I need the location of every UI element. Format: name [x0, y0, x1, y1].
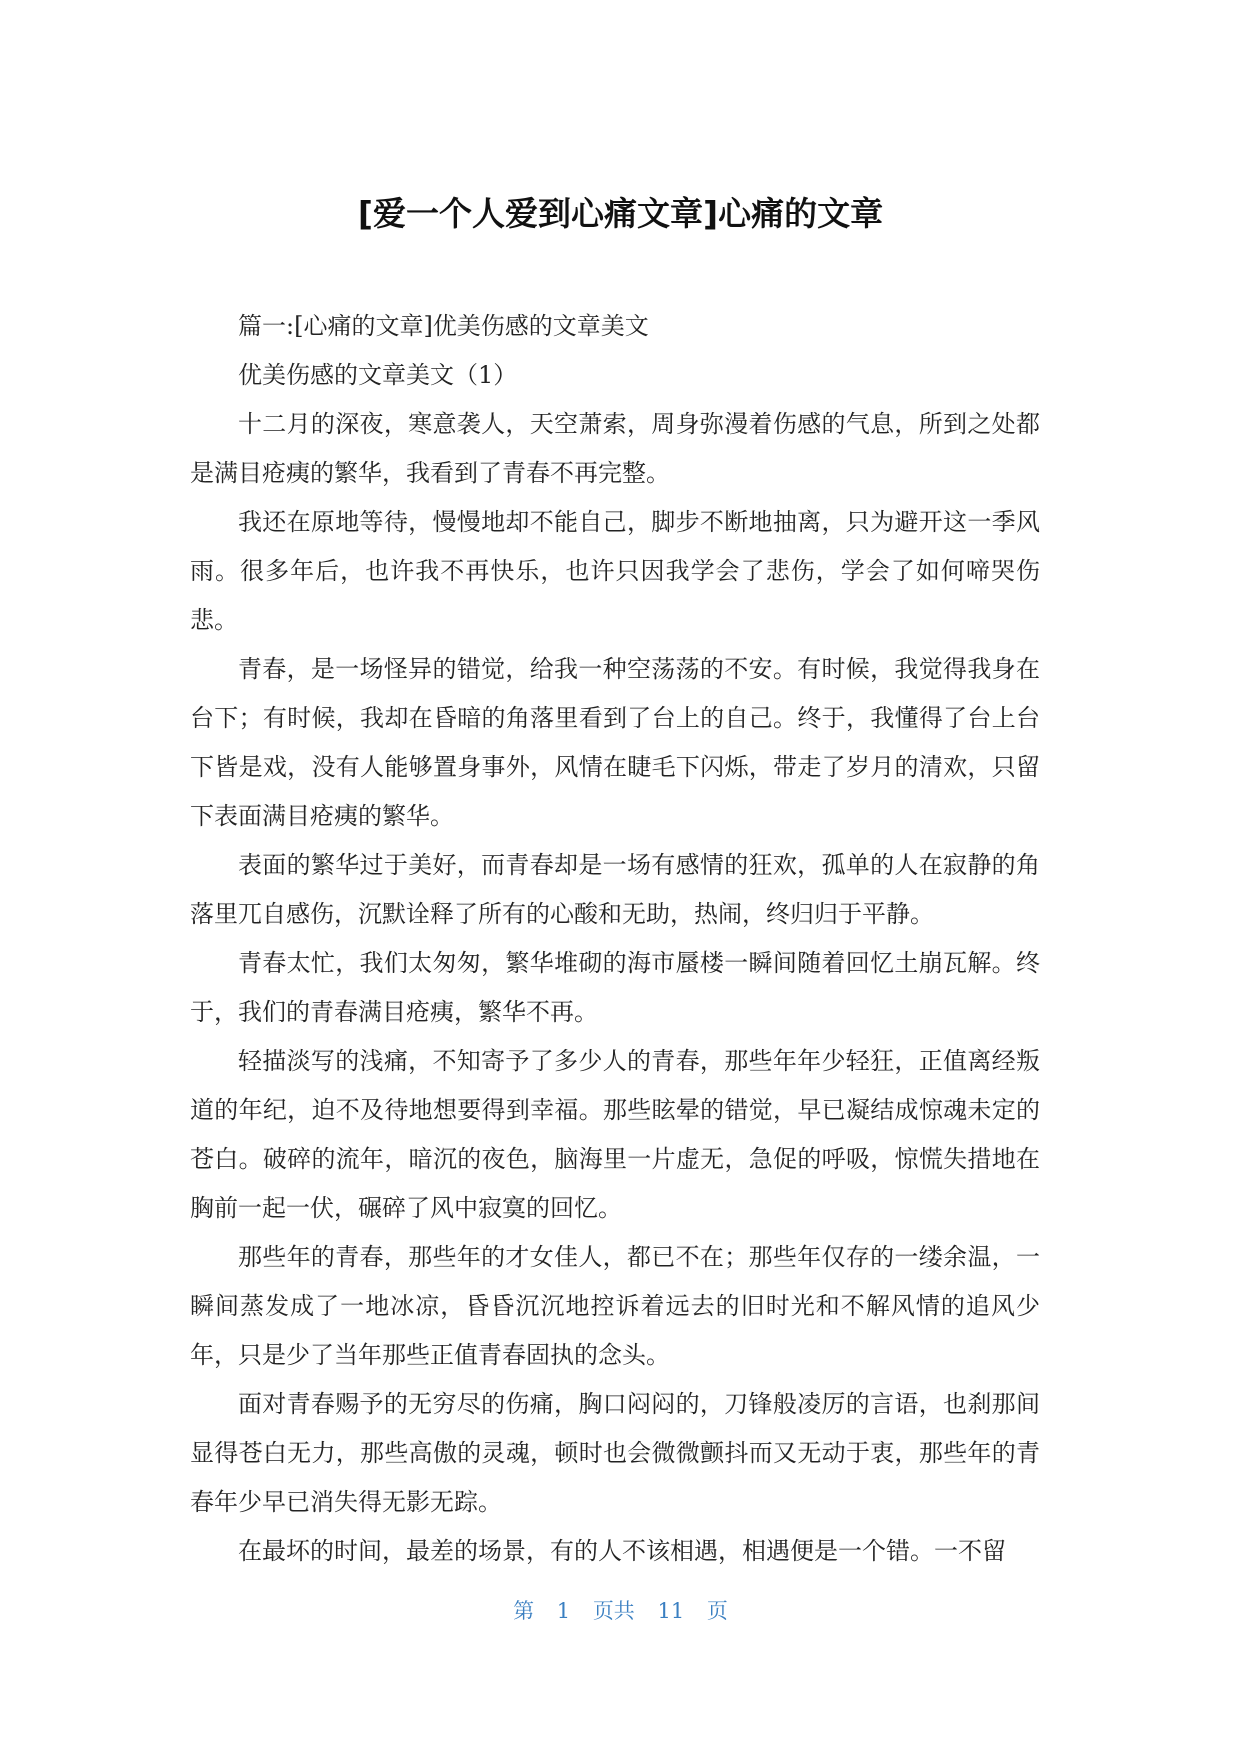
paragraph: 面对青春赐予的无穷尽的伤痛，胸口闷闷的，刀锋般凌厉的言语，也刹那间显得苍白无力，那些高傲的灵魂，顿时也会微微颤抖而又无动于衷，那些年的青春年少早已消失得无影无踪。: [190, 1390, 1040, 1516]
footer-page-prefix: 第: [513, 1599, 535, 1623]
paragraph: 表面的繁华过于美好，而青春却是一场有感情的狂欢，孤单的人在寂静的角落里兀自感伤，沉默诠释了所有的心酸和无助，热闹，终归归于平静。: [190, 851, 1040, 928]
paragraph: 青春，是一场怪异的错觉，给我一种空荡荡的不安。有时候，我觉得我身在台下；有时候，我却在昏暗的角落里看到了台上的自己。终于，我懂得了台上台下皆是戏，没有人能够置身事外，风情在睫毛下闪烁，带走了岁月的清欢，只留下表面满目疮痍的繁华。: [190, 655, 1040, 830]
paragraph: 我还在原地等待，慢慢地却不能自己，脚步不断地抽离，只为避开这一季风雨。很多年后，也许我不再快乐，也许只因我学会了悲伤，学会了如何啼哭伤悲。: [190, 508, 1040, 634]
footer-page-middle: 页共: [592, 1599, 635, 1623]
document-body: [190, 302, 1040, 1576]
paragraph: 十二月的深夜，寒意袭人，天空萧索，周身弥漫着伤感的气息，所到之处都是满目疮痍的繁华，我看到了青春不再完整。: [190, 410, 1040, 487]
paragraph: 篇一:[心痛的文章]优美伤感的文章美文: [238, 312, 649, 340]
footer-page-suffix: 页: [706, 1599, 728, 1623]
paragraph: 青春太忙，我们太匆匆，繁华堆砌的海市蜃楼一瞬间随着回忆土崩瓦解。终于，我们的青春满目疮痍，繁华不再。: [190, 949, 1040, 1026]
paragraph: 在最坏的时间，最差的场景，有的人不该相遇，相遇便是一个错。一不留: [238, 1537, 1006, 1565]
paragraph: 优美伤感的文章美文（1）: [238, 361, 518, 389]
paragraph: 那些年的青春，那些年的才女佳人，都已不在；那些年仅存的一缕余温，一瞬间蒸发成了一地冰凉，昏昏沉沉地控诉着远去的旧时光和不解风情的追风少年，只是少了当年那些正值青春固执的念头。: [190, 1243, 1040, 1369]
paragraph: 轻描淡写的浅痛，不知寄予了多少人的青春，那些年年少轻狂，正值离经叛道的年纪，迫不及待地想要得到幸福。那些眩晕的错觉，早已凝结成惊魂未定的苍白。破碎的流年，暗沉的夜色，脑海里一片虚无，急促的呼吸，惊慌失措地在胸前一起一伏，碾碎了风中寂寞的回忆。: [190, 1047, 1040, 1222]
footer-total-pages: 11: [657, 1599, 685, 1623]
page-footer: [0, 1595, 1241, 1625]
footer-current-page: 1: [556, 1599, 571, 1623]
document-title: [爱一个人爱到心痛文章]心痛的文章: [357, 194, 884, 233]
